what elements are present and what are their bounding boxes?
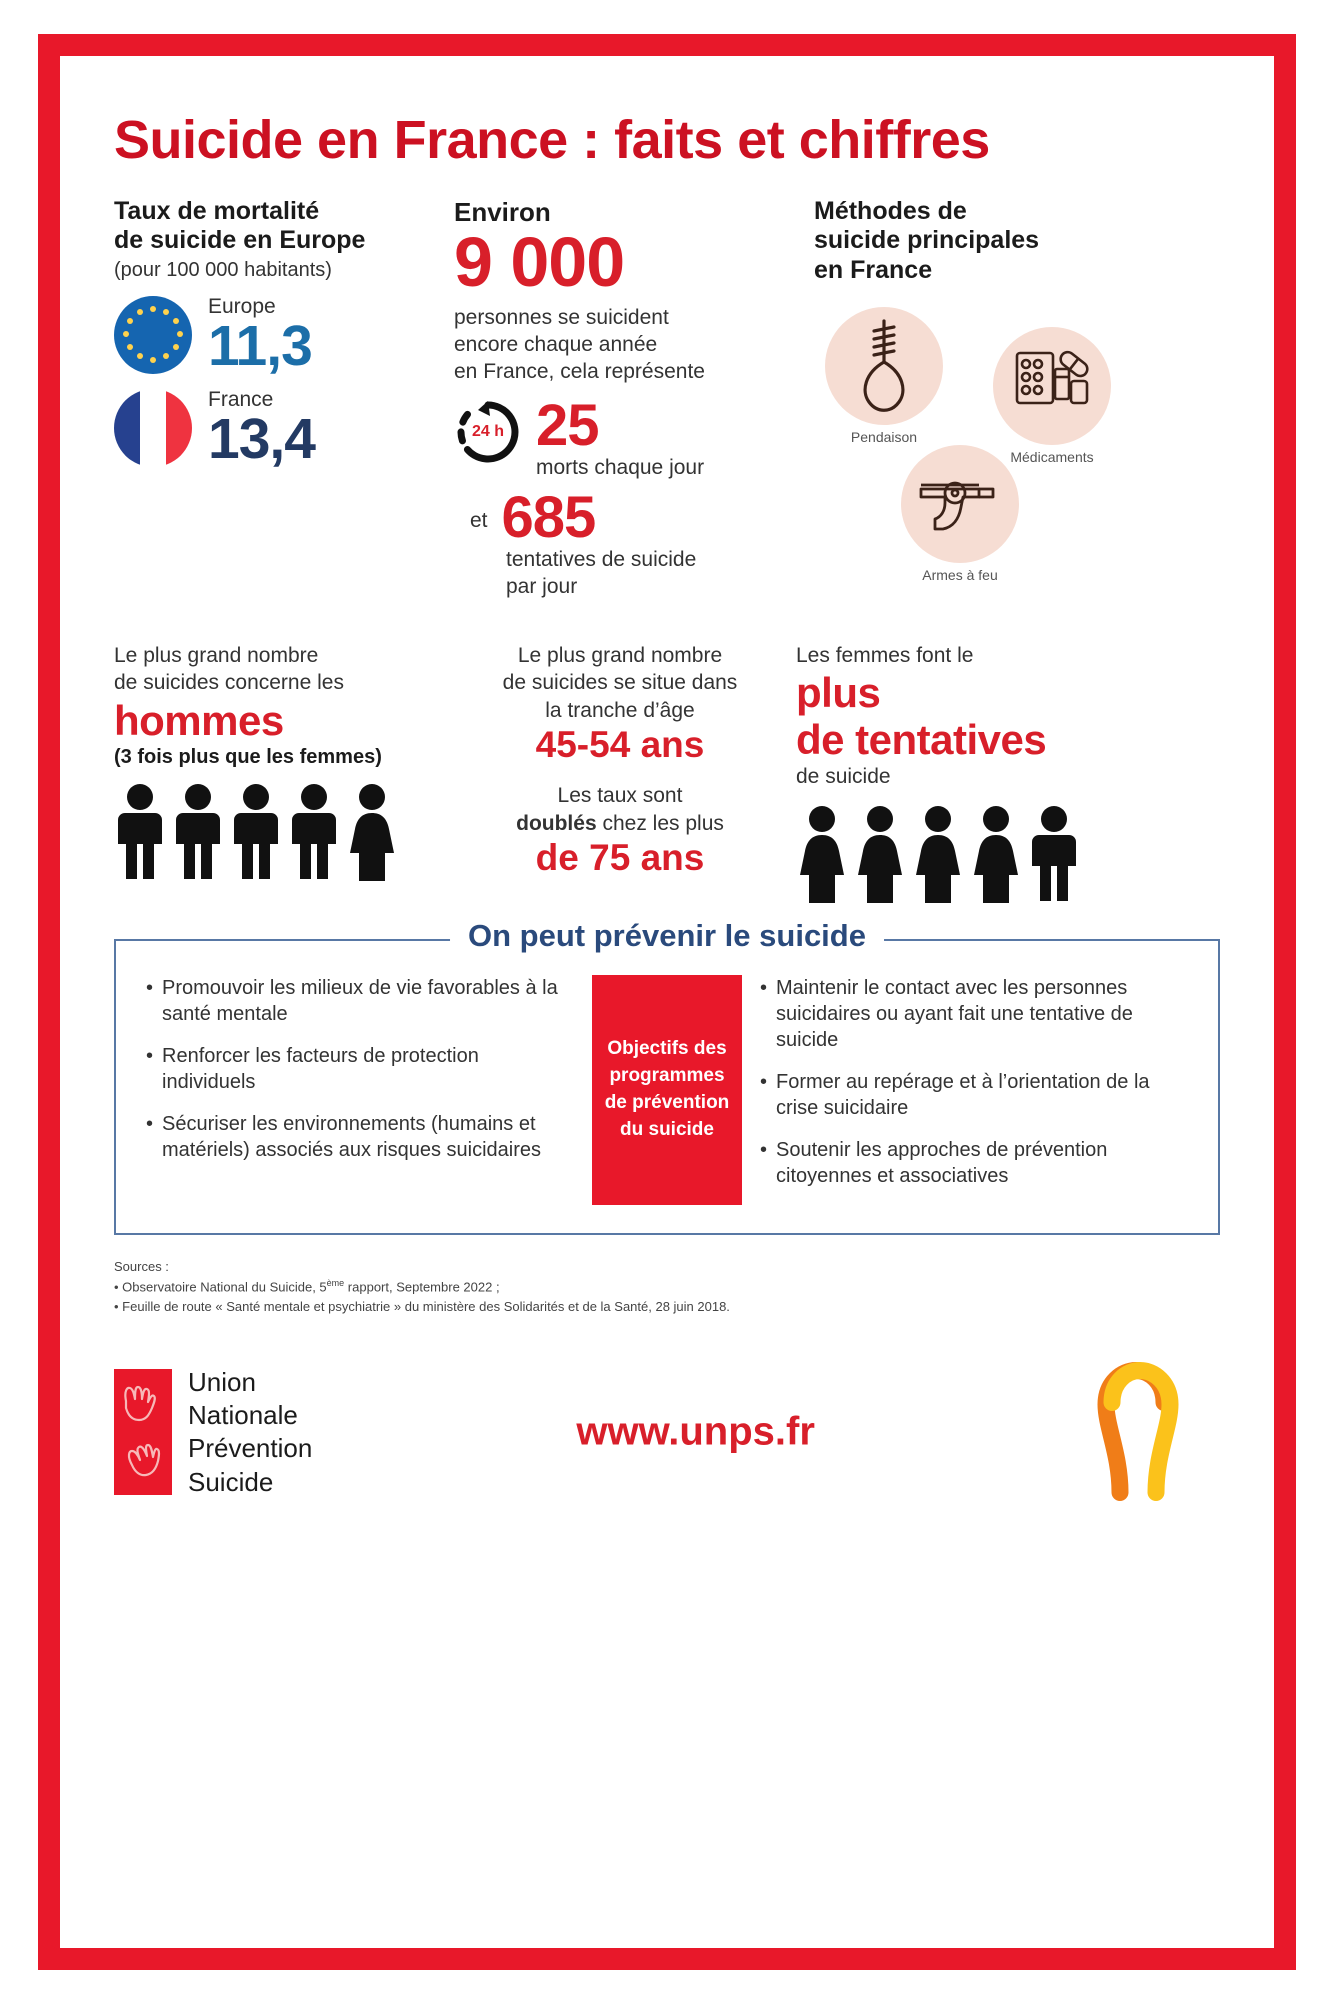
- woman-figure-icon: [854, 805, 906, 903]
- list-item: • Renforcer les facteurs de protection individuels: [146, 1043, 574, 1095]
- mortality-heading-line2: de suicide en Europe: [114, 226, 366, 255]
- method-medicaments-label: Médicaments: [1010, 449, 1094, 466]
- mortality-heading-line1: Taux de mortalité: [114, 196, 320, 225]
- man-figure-icon: [1028, 805, 1080, 903]
- page-title: Suicide en France : faits et chiffres: [114, 110, 990, 170]
- red-border-frame: [38, 34, 1296, 1970]
- annual-deaths-number: 9 000: [454, 222, 625, 301]
- sources-line-1: [114, 1277, 1220, 1297]
- environ-label: Environ: [454, 196, 551, 227]
- gender-intro-line1: Le plus grand nombre: [114, 643, 319, 667]
- eu-flag-icon: [114, 296, 192, 374]
- women-highlight-line2: de tentatives: [796, 716, 1047, 764]
- list-item: • Soutenir les approches de prévention citoyennes et associatives: [760, 1137, 1188, 1189]
- sources-title: Sources :: [114, 1258, 169, 1274]
- age-intro-line3: la tranche d’âge: [545, 698, 695, 722]
- methods-heading-line1: Méthodes de: [814, 196, 967, 225]
- sources-line-2: • Feuille de route « Santé mentale et psychiatrie » du ministère des Solidarités et de la Santé, 28 juin 2018.: [114, 1299, 730, 1315]
- age-secondary-rest: chez les plus: [596, 811, 724, 835]
- unps-logo[interactable]: [114, 1366, 312, 1499]
- daily-deaths-row: [454, 392, 804, 482]
- france-flag-icon: [114, 389, 192, 467]
- attempts-caption-line1: tentatives de suicide: [506, 548, 697, 572]
- attempts-row: [454, 484, 804, 550]
- sources-line1-sup: ème: [326, 1277, 345, 1288]
- noose-icon: [825, 307, 943, 425]
- age-range-highlight: 45-54 ans: [535, 723, 705, 765]
- org-line-1: Union: [188, 1366, 256, 1397]
- deaths-section: [454, 197, 804, 600]
- prevention-section: [114, 917, 1220, 1235]
- gender-highlight: hommes: [114, 696, 284, 744]
- gender-note: (3 fois plus que les femmes): [114, 745, 382, 768]
- gender-intro-line2: de suicides concerne les: [114, 671, 344, 695]
- women-sub: de suicide: [796, 765, 891, 789]
- row-statistics-top: [90, 169, 1244, 600]
- org-line-3: Prévention: [188, 1433, 313, 1464]
- list-item: • Sécuriser les environnements (humains et matériels) associés aux risques suicidaires: [146, 1111, 574, 1163]
- mortality-row-france: [114, 387, 444, 471]
- france-value: 13,4: [208, 406, 315, 471]
- org-line-2: Nationale: [188, 1400, 298, 1431]
- mortality-subtitle: (pour 100 000 habitants): [114, 258, 332, 281]
- france-label: France: [208, 387, 274, 411]
- man-figure-icon: [172, 783, 224, 881]
- unps-logo-text: [188, 1366, 312, 1499]
- women-section: [796, 642, 1226, 903]
- age-intro-line2: de suicides se situe dans: [502, 671, 738, 695]
- prevention-left-column: [146, 975, 574, 1179]
- woman-figure-icon: [912, 805, 964, 903]
- awareness-ribbon-icon: [1060, 1355, 1210, 1510]
- methods-section: [814, 197, 1226, 600]
- mortality-section: [114, 197, 444, 600]
- europe-value: 11,3: [208, 313, 312, 378]
- sources-block: [114, 1257, 1220, 1318]
- woman-figure-icon: [796, 805, 848, 903]
- women-intro: Les femmes font le: [796, 643, 974, 667]
- footer: [114, 1347, 1220, 1517]
- europe-label: Europe: [208, 294, 276, 318]
- org-line-4: Suicide: [188, 1466, 274, 1497]
- method-pendaison-label: Pendaison: [850, 429, 918, 446]
- website-url[interactable]: www.unps.fr: [576, 1409, 815, 1454]
- age-section: [450, 642, 790, 903]
- attempts-caption: [454, 547, 804, 600]
- women-highlight-line1: plus: [796, 669, 881, 717]
- et-label: et: [470, 509, 488, 533]
- attempts-number: 685: [501, 484, 596, 550]
- method-pendaison: [814, 307, 954, 445]
- man-figure-icon: [288, 783, 340, 881]
- 24h-clock-icon: [454, 398, 522, 466]
- methods-heading-line2: suicide principales: [814, 226, 1040, 255]
- list-item: • Former au repérage et à l’orientation de la crise suicidaire: [760, 1069, 1188, 1121]
- gender-section: [114, 642, 444, 903]
- age-secondary-line1: Les taux sont: [557, 784, 683, 808]
- methods-heading-line3: en France: [814, 255, 933, 284]
- row-statistics-middle: [90, 600, 1244, 903]
- method-armes-a-feu: [890, 445, 1030, 583]
- women-pictogram-group: [796, 805, 1226, 903]
- deaths-paragraph-line1: personnes se suicident: [454, 306, 669, 330]
- age-secondary-highlight: de 75 ans: [535, 836, 705, 878]
- list-item: • Maintenir le contact avec les personnes suicidaires ou ayant fait une tentative de suicide: [760, 975, 1188, 1053]
- man-figure-icon: [114, 783, 166, 881]
- clock-label: 24 h: [471, 422, 505, 440]
- prevention-right-column: [760, 975, 1188, 1205]
- age-intro-line1: Le plus grand nombre: [517, 643, 723, 667]
- woman-figure-icon: [346, 783, 398, 881]
- deaths-paragraph-line3: en France, cela représente: [454, 359, 705, 383]
- deaths-per-day-caption: morts chaque jour: [536, 456, 705, 480]
- prevention-title: On peut prévenir le suicide: [450, 918, 884, 954]
- men-pictogram-group: [114, 783, 444, 881]
- method-armes-label: Armes à feu: [922, 567, 998, 584]
- sources-line1-post: rapport, Septembre 2022 ;: [344, 1279, 500, 1295]
- prevention-objectives-box: Objectifs des programmes de prévention du suicide: [592, 975, 742, 1205]
- woman-figure-icon: [970, 805, 1022, 903]
- mortality-row-europe: [114, 294, 444, 378]
- sources-line1-pre: • Observatoire National du Suicide, 5: [114, 1279, 327, 1295]
- age-secondary-bold: doublés: [516, 811, 597, 835]
- attempts-caption-line2: par jour: [506, 574, 578, 598]
- man-figure-icon: [230, 783, 282, 881]
- pills-icon: [993, 327, 1111, 445]
- hands-logo-icon: [114, 1369, 172, 1495]
- revolver-icon: [901, 445, 1019, 563]
- list-item: • Promouvoir les milieux de vie favorables à la santé mentale: [146, 975, 574, 1027]
- deaths-per-day-number: 25: [536, 392, 599, 458]
- deaths-paragraph-line2: encore chaque année: [454, 333, 658, 357]
